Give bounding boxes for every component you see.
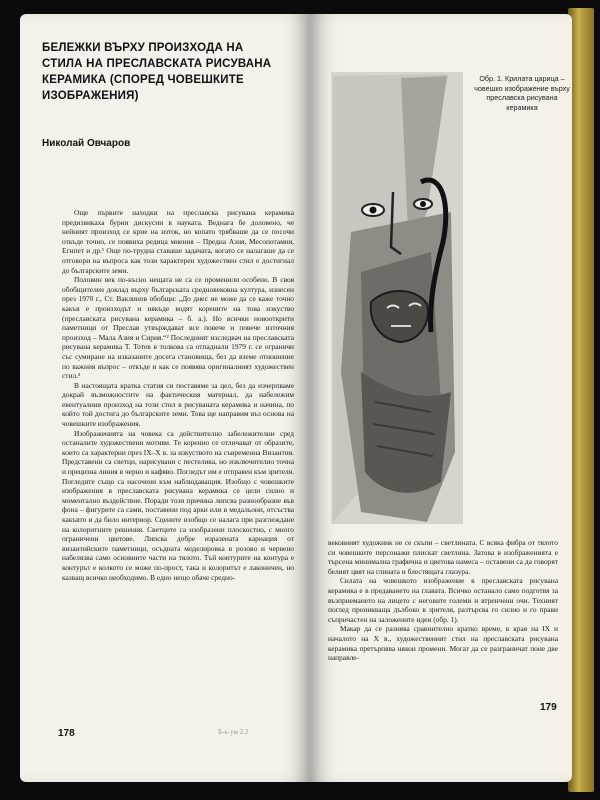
library-stamp: Б-к-ум 2.2	[218, 728, 249, 736]
paragraph: Силата на човешкото изображение в преславската рисувана керамика е в предаването на главата. Всичко останало само подготвя за възприемането на лицето с неговите големи и втренчени очи. Техният поглед проникваща дълбоко в зрителя, разтърсва го силно и го прави съпричастен на заложените идеи (обр. 1).	[328, 576, 558, 624]
paragraph: Още първите находки на преславска рисувана керамика предизвикаха бурни дискусии в науката. Веднага бе доловено, че нейният произход се крие на изток, но копато трябваше да се посочи откъде точно, се появиха редица мнения – Предна Азия, Месопотамия, Египет и др.¹ Още по-трудна ставаше задачата, когато се налагаше да се отговори на въпроса как този характерен художествен стил е достигнал до българските земи.	[62, 208, 294, 275]
paragraph: В настоящата кратка статия си поставяме за цел, без да изчерпваме докрай възможностите на фактическия материал, да набележим евентуалния произход на този стил в рисуваната керамика и начина, по който той достига до българските земи. Това ще направим въз основа на човешките изображения.	[62, 380, 294, 429]
paragraph: вековният художник не се скъпи – светлината. С всяка фибра от тялото си човешките персонажи плискат светлина. Затова в изображенията е търсена минимална графична и цветова намеса – оставени са да говорят белият цвят на глината и блестящата глазура.	[328, 538, 558, 576]
left-body-text	[62, 208, 294, 582]
paragraph: Макар да се разнява сравнително кратко време, в края на IX и началото на X в., художественият стил на преславската рисувана керамика претърпява някои промени. Могат да се разграничат поне две направле-	[328, 624, 558, 663]
article-author: Николай Овчаров	[42, 138, 131, 149]
figure-caption: Обр. 1. Крилата царица – човешко изображение върху преславска рисувана керамика	[474, 74, 570, 112]
paragraph: Изображенията на човека са действително забележителни сред останалите художествени мотиви. Те коренно се отличават от образите, които са характерни през IX–X в. за изкуството на съвременна Византия. Представени са светци, нарисувани с пестелива, но изключително точна и прецизна линия в черно и кафяво. Погледът им е отправен към зрителя. Погледите също са насочени към наблюдаващия. Изобщо с човешките изображения в преславската рисувана керамика се цели силно и моментално въздействие. Поради този причина липсва разнообразие във фона – фигурите са сами, поставени под арки или в медальони, отсъства какъвто и да било интериор. Сцените изобщо се налага при разглеждане на колоритните решения. Светците са изобразени плоскостно, с много ограничени цветове. Липсва добре изразената карнация от византийските паметници, осъдната моделировка в розово и червено набелязва само основните части на тялото. Тъй контурите на контура е контурът е колкото се може по-прост, така и колоритът е лаконичен, но казващ всичко необходимо. В едно нещо обаче средно-	[62, 428, 294, 582]
article-title: БЕЛЕЖКИ ВЪРХУ ПРОИЗХОДА НА СТИЛА НА ПРЕСЛАВСКАТА РИСУВАНА КЕРАМИКА (СПОРЕД ЧОВЕШКИТЕ ИЗОБРАЖЕНИЯ)	[42, 42, 272, 102]
ceramic-figure-image	[331, 72, 463, 524]
page-number-right: 179	[540, 702, 557, 713]
right-pupil	[420, 201, 426, 207]
right-body-text	[328, 538, 558, 663]
page-number-left: 178	[58, 728, 75, 739]
paragraph: Половин век по-късно нещата не са се променили особено. В своя обобщителен доклад върху българската средновековна култура, изнесен през 1970 г., Ст. Ваклинов обобщи: „До днес не може да се каже точно какъв е произходът и някъде водят корените на това изкуство (преславската рисувана керамика – б. а.). Но всички новооткрити паметници от Преслав утвърждават все повече и повече източния произход – Мала Азия и Сирия.“² Последният изследвач на преславската рисувана керамика Т. Тотев в толкова са отпаднали 1979 г. се ограничи със сумиране на изказаните досега становища, без да вземе отношение по важния въпрос – откъде и как се появява оригиналният художествен стил.³	[62, 275, 294, 381]
left-pupil	[370, 207, 377, 214]
